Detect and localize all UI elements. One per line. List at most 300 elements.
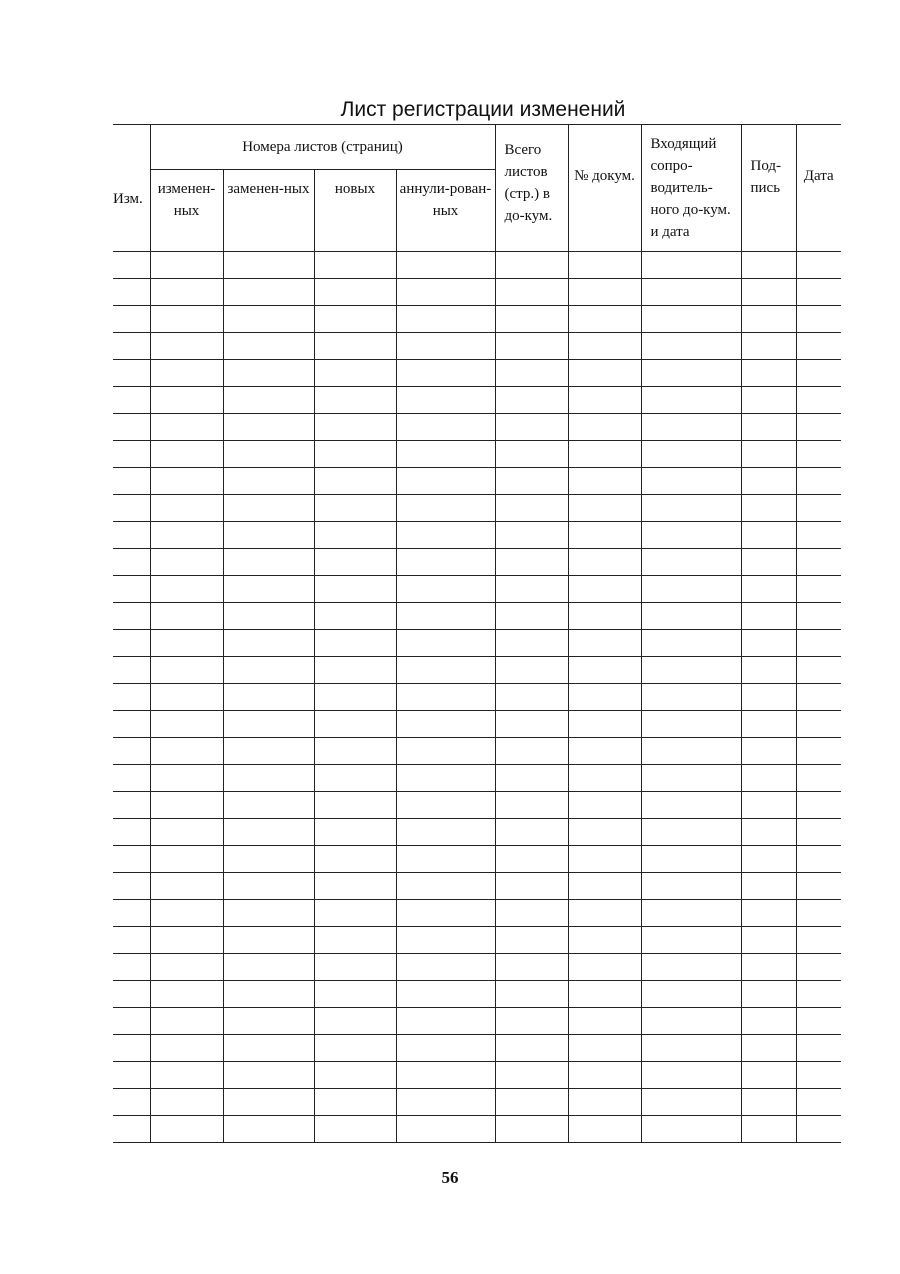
table-body xyxy=(113,252,841,1143)
table-cell xyxy=(796,252,841,279)
table-cell xyxy=(314,576,396,603)
table-cell xyxy=(223,522,314,549)
table-cell xyxy=(741,711,796,738)
table-cell xyxy=(641,468,741,495)
table-cell xyxy=(150,738,223,765)
table-cell xyxy=(741,576,796,603)
table-cell xyxy=(568,1035,641,1062)
table-cell xyxy=(568,738,641,765)
table-cell xyxy=(495,414,568,441)
table-cell xyxy=(113,468,150,495)
table-cell xyxy=(113,873,150,900)
table-cell xyxy=(223,414,314,441)
table-cell xyxy=(495,1116,568,1143)
table-row xyxy=(113,576,841,603)
table-cell xyxy=(568,981,641,1008)
table-cell xyxy=(495,711,568,738)
header-doc-number: № докум. xyxy=(568,125,641,252)
table-cell xyxy=(314,495,396,522)
table-cell xyxy=(314,1008,396,1035)
table-cell xyxy=(396,1035,495,1062)
table-cell xyxy=(641,765,741,792)
table-row xyxy=(113,1035,841,1062)
table-cell xyxy=(223,306,314,333)
table-cell xyxy=(113,495,150,522)
table-row xyxy=(113,792,841,819)
table-cell xyxy=(641,954,741,981)
table-cell xyxy=(150,414,223,441)
table-cell xyxy=(741,846,796,873)
table-cell xyxy=(741,900,796,927)
table-cell xyxy=(741,333,796,360)
table-row xyxy=(113,927,841,954)
table-row xyxy=(113,441,841,468)
table-cell xyxy=(314,1062,396,1089)
table-row xyxy=(113,711,841,738)
table-cell xyxy=(223,576,314,603)
table-cell xyxy=(150,1008,223,1035)
table-cell xyxy=(741,873,796,900)
table-cell xyxy=(796,576,841,603)
table-cell xyxy=(568,954,641,981)
table-cell xyxy=(396,873,495,900)
table-cell xyxy=(314,765,396,792)
table-cell xyxy=(314,549,396,576)
table-cell xyxy=(223,333,314,360)
table-cell xyxy=(568,495,641,522)
table-cell xyxy=(741,522,796,549)
table-cell xyxy=(396,792,495,819)
table-cell xyxy=(741,1008,796,1035)
table-cell xyxy=(223,711,314,738)
table-cell xyxy=(113,954,150,981)
change-registration-table xyxy=(113,124,841,1143)
table-cell xyxy=(396,765,495,792)
table-cell xyxy=(641,252,741,279)
table-cell xyxy=(150,1116,223,1143)
table-cell xyxy=(641,306,741,333)
table-cell xyxy=(113,1008,150,1035)
table-cell xyxy=(113,927,150,954)
table-cell xyxy=(741,1062,796,1089)
table-cell xyxy=(641,576,741,603)
table-cell xyxy=(223,765,314,792)
table-cell xyxy=(568,765,641,792)
table-cell xyxy=(113,549,150,576)
table-cell xyxy=(568,603,641,630)
table-cell xyxy=(113,414,150,441)
table-cell xyxy=(223,927,314,954)
table-cell xyxy=(150,603,223,630)
table-row xyxy=(113,1089,841,1116)
table-cell xyxy=(641,495,741,522)
table-cell xyxy=(150,333,223,360)
table-cell xyxy=(396,981,495,1008)
table-cell xyxy=(796,981,841,1008)
table-cell xyxy=(796,1089,841,1116)
table-row xyxy=(113,468,841,495)
table-cell xyxy=(495,1008,568,1035)
table-cell xyxy=(314,711,396,738)
header-signature: Под-пись xyxy=(741,125,796,252)
table-cell xyxy=(113,522,150,549)
table-cell xyxy=(223,387,314,414)
table-cell xyxy=(568,1089,641,1116)
table-cell xyxy=(396,1008,495,1035)
table-cell xyxy=(396,414,495,441)
table-cell xyxy=(150,900,223,927)
table-cell xyxy=(314,819,396,846)
page-number: 56 xyxy=(441,1168,459,1187)
table-cell xyxy=(495,927,568,954)
table-cell xyxy=(796,765,841,792)
table-cell xyxy=(495,846,568,873)
table-cell xyxy=(741,1116,796,1143)
table-cell xyxy=(113,1035,150,1062)
table-cell xyxy=(396,360,495,387)
table-cell xyxy=(641,279,741,306)
table-cell xyxy=(495,684,568,711)
table-cell xyxy=(741,441,796,468)
table-row xyxy=(113,549,841,576)
table-cell xyxy=(314,981,396,1008)
table-cell xyxy=(113,279,150,306)
table-cell xyxy=(796,603,841,630)
table-cell xyxy=(396,738,495,765)
table-cell xyxy=(396,846,495,873)
header-incoming-doc: Входящий сопро-водитель-ного до-кум. и дата xyxy=(641,125,741,252)
table-cell xyxy=(223,1008,314,1035)
table-cell xyxy=(113,441,150,468)
table-cell xyxy=(314,657,396,684)
table-cell xyxy=(113,1089,150,1116)
table-cell xyxy=(796,387,841,414)
table-cell xyxy=(495,495,568,522)
table-cell xyxy=(641,1062,741,1089)
table-cell xyxy=(396,495,495,522)
table-cell xyxy=(568,333,641,360)
table-row xyxy=(113,387,841,414)
table-cell xyxy=(495,603,568,630)
table-row xyxy=(113,657,841,684)
table-cell xyxy=(796,900,841,927)
table-cell xyxy=(741,792,796,819)
table-cell xyxy=(113,711,150,738)
table-cell xyxy=(495,252,568,279)
table-cell xyxy=(223,468,314,495)
table-row xyxy=(113,414,841,441)
table-cell xyxy=(113,684,150,711)
header-date: Дата xyxy=(796,125,841,252)
table-cell xyxy=(223,657,314,684)
header-new: новых xyxy=(314,170,396,252)
table-cell xyxy=(796,1116,841,1143)
table-row xyxy=(113,279,841,306)
table-cell xyxy=(641,792,741,819)
table-cell xyxy=(796,468,841,495)
table-cell xyxy=(150,630,223,657)
table-cell xyxy=(113,360,150,387)
table-cell xyxy=(568,306,641,333)
table-row xyxy=(113,306,841,333)
table-cell xyxy=(396,1116,495,1143)
table-cell xyxy=(314,684,396,711)
header-total-sheets: Всего листов (стр.) в до-кум. xyxy=(495,125,568,252)
table-cell xyxy=(396,927,495,954)
table-cell xyxy=(495,657,568,684)
table-cell xyxy=(796,360,841,387)
table-cell xyxy=(495,873,568,900)
table-cell xyxy=(113,630,150,657)
table-cell xyxy=(796,927,841,954)
table-cell xyxy=(741,738,796,765)
table-cell xyxy=(150,657,223,684)
table-cell xyxy=(396,522,495,549)
table-cell xyxy=(396,387,495,414)
table-cell xyxy=(741,549,796,576)
table-cell xyxy=(113,765,150,792)
table-cell xyxy=(641,630,741,657)
table-cell xyxy=(113,1116,150,1143)
table-cell xyxy=(568,576,641,603)
table-cell xyxy=(741,306,796,333)
table-cell xyxy=(495,1035,568,1062)
table-cell xyxy=(641,414,741,441)
table-cell xyxy=(641,549,741,576)
table-cell xyxy=(741,954,796,981)
table-cell xyxy=(314,333,396,360)
table-cell xyxy=(223,549,314,576)
table-cell xyxy=(113,900,150,927)
table-cell xyxy=(150,252,223,279)
table-cell xyxy=(796,954,841,981)
table-cell xyxy=(223,1116,314,1143)
table-cell xyxy=(314,1116,396,1143)
table-cell xyxy=(568,387,641,414)
table-cell xyxy=(568,1062,641,1089)
table-cell xyxy=(796,522,841,549)
table-cell xyxy=(568,1116,641,1143)
table-cell xyxy=(741,360,796,387)
table-cell xyxy=(314,927,396,954)
table-cell xyxy=(495,765,568,792)
table-cell xyxy=(796,873,841,900)
table-row xyxy=(113,765,841,792)
table-cell xyxy=(568,846,641,873)
table-cell xyxy=(741,414,796,441)
table-cell xyxy=(568,468,641,495)
table-cell xyxy=(495,279,568,306)
table-cell xyxy=(796,549,841,576)
table-cell xyxy=(223,603,314,630)
table-cell xyxy=(314,630,396,657)
table-cell xyxy=(495,1089,568,1116)
table-cell xyxy=(314,360,396,387)
table-cell xyxy=(641,441,741,468)
table-cell xyxy=(641,900,741,927)
table-cell xyxy=(568,927,641,954)
table-cell xyxy=(314,738,396,765)
table-cell xyxy=(796,738,841,765)
table-cell xyxy=(150,1035,223,1062)
table-row xyxy=(113,522,841,549)
table-cell xyxy=(495,441,568,468)
table-cell xyxy=(495,954,568,981)
table-cell xyxy=(150,576,223,603)
table-cell xyxy=(641,981,741,1008)
header-izm: Изм. xyxy=(113,125,150,252)
table-cell xyxy=(314,846,396,873)
table-cell xyxy=(796,306,841,333)
table-cell xyxy=(223,630,314,657)
header-changed: изменен-ных xyxy=(150,170,223,252)
table-cell xyxy=(495,630,568,657)
table-cell xyxy=(641,1116,741,1143)
table-cell xyxy=(314,468,396,495)
table-cell xyxy=(741,657,796,684)
table-cell xyxy=(741,684,796,711)
table-row xyxy=(113,873,841,900)
table-cell xyxy=(223,900,314,927)
table-cell xyxy=(113,657,150,684)
table-cell xyxy=(568,630,641,657)
table-cell xyxy=(568,819,641,846)
table-cell xyxy=(796,792,841,819)
table-cell xyxy=(796,819,841,846)
table-cell xyxy=(314,1089,396,1116)
table-cell xyxy=(150,954,223,981)
table-cell xyxy=(495,792,568,819)
table-cell xyxy=(641,657,741,684)
table-cell xyxy=(150,441,223,468)
table-cell xyxy=(741,927,796,954)
table-cell xyxy=(396,306,495,333)
table-cell xyxy=(568,414,641,441)
table-cell xyxy=(150,819,223,846)
table-cell xyxy=(796,333,841,360)
table-cell xyxy=(568,549,641,576)
table-cell xyxy=(568,441,641,468)
table-cell xyxy=(396,468,495,495)
table-cell xyxy=(396,1062,495,1089)
table-cell xyxy=(641,846,741,873)
table-cell xyxy=(314,1035,396,1062)
table-cell xyxy=(150,279,223,306)
table-cell xyxy=(150,981,223,1008)
table-cell xyxy=(796,1062,841,1089)
table-cell xyxy=(495,738,568,765)
table-cell xyxy=(314,873,396,900)
table-cell xyxy=(741,468,796,495)
table-cell xyxy=(150,792,223,819)
table-cell xyxy=(113,387,150,414)
table-cell xyxy=(568,684,641,711)
table-cell xyxy=(314,279,396,306)
table-cell xyxy=(314,306,396,333)
table-row xyxy=(113,819,841,846)
table-cell xyxy=(741,630,796,657)
table-row xyxy=(113,495,841,522)
table-cell xyxy=(641,1089,741,1116)
table-cell xyxy=(796,630,841,657)
table-cell xyxy=(741,495,796,522)
table-row xyxy=(113,252,841,279)
table-cell xyxy=(796,684,841,711)
table-cell xyxy=(396,603,495,630)
table-cell xyxy=(113,576,150,603)
table-cell xyxy=(223,873,314,900)
table-row xyxy=(113,630,841,657)
table-cell xyxy=(741,279,796,306)
table-cell xyxy=(150,765,223,792)
table-cell xyxy=(223,1035,314,1062)
table-row xyxy=(113,333,841,360)
table-cell xyxy=(396,630,495,657)
table-cell xyxy=(396,441,495,468)
table-cell xyxy=(796,711,841,738)
table-cell xyxy=(796,414,841,441)
table-cell xyxy=(495,468,568,495)
table-cell xyxy=(568,522,641,549)
table-cell xyxy=(223,441,314,468)
table-cell xyxy=(741,1089,796,1116)
table-row xyxy=(113,1116,841,1143)
table-cell xyxy=(314,792,396,819)
table-cell xyxy=(641,684,741,711)
table-cell xyxy=(396,576,495,603)
table-cell xyxy=(495,360,568,387)
table-cell xyxy=(641,522,741,549)
table-cell xyxy=(113,252,150,279)
table-cell xyxy=(396,279,495,306)
table-cell xyxy=(150,495,223,522)
table-cell xyxy=(113,333,150,360)
table-cell xyxy=(113,981,150,1008)
table-cell xyxy=(223,738,314,765)
table-cell xyxy=(741,1035,796,1062)
table-cell xyxy=(314,900,396,927)
table-cell xyxy=(113,306,150,333)
table-row xyxy=(113,981,841,1008)
table-cell xyxy=(568,657,641,684)
table-cell xyxy=(396,657,495,684)
table-cell xyxy=(396,549,495,576)
table-cell xyxy=(150,1089,223,1116)
table-cell xyxy=(314,387,396,414)
table-cell xyxy=(495,1062,568,1089)
table-cell xyxy=(150,711,223,738)
table-cell xyxy=(641,711,741,738)
header-sheet-numbers: Номера листов (страниц) xyxy=(150,125,495,170)
table-cell xyxy=(495,900,568,927)
table-cell xyxy=(796,279,841,306)
table-cell xyxy=(568,873,641,900)
table-row xyxy=(113,1008,841,1035)
table-cell xyxy=(495,819,568,846)
table-cell xyxy=(150,684,223,711)
table-cell xyxy=(396,252,495,279)
table-cell xyxy=(495,522,568,549)
table-cell xyxy=(641,1008,741,1035)
table-cell xyxy=(396,711,495,738)
table-row xyxy=(113,846,841,873)
table-cell xyxy=(150,873,223,900)
table-cell xyxy=(568,360,641,387)
table-cell xyxy=(641,738,741,765)
table-cell xyxy=(150,549,223,576)
table-cell xyxy=(396,684,495,711)
table-cell xyxy=(223,279,314,306)
